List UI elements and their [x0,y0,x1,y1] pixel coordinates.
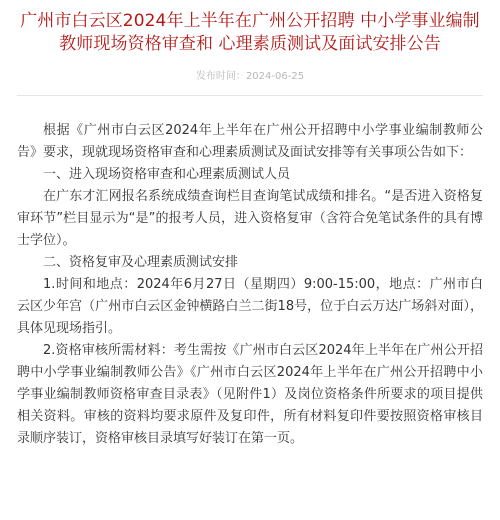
body-paragraph-3: 2.资格审核所需材料：考生需按《广州市白云区2024年上半年在广州公开招聘中小学事业编制教师公告》《广州市白云区2024年上半年在广州公开招聘中小学事业编制教师资格审查目录表》（见附件1）及岗位资格条件所要求的项目提供相关资料。审核的资料均要求原件及复印件，所有材料复印件要按照资格审核目录顺序装订，资格审核目录填写好装订在第一页。 [17,343,483,446]
body-paragraph-1: 在广东才汇网报名系统成绩查询栏目查询笔试成绩和排名。“是否进入资格复审环节”栏目显示为“是”的报考人员，进入资格复审（含符合免笔试条件的具有博士学位）。 [17,189,483,248]
intro-paragraph: 根据《广州市白云区2024年上半年在广州公开招聘中小学事业编制教师公告》要求，现就现场资格审查和心理素质测试及面试安排等有关事项公告如下： [17,123,483,160]
title-divider [17,95,483,96]
article-body [17,108,483,450]
publish-date: 2024-06-25 [245,71,305,82]
publish-meta [17,70,483,84]
body-paragraph-2: 1.时间和地点：2024年6月27日（星期四）9:00-15:00，地点：广州市白云区少年宫（广州市白云区金钟横路白兰二街18号，位于白云万达广场斜对面），具体见现场指引。 [17,277,483,336]
section-heading-1: 一、进入现场资格审查和心理素质测试人员 [43,167,291,182]
publish-label: 发布时间： [195,71,246,82]
body-top-spacer [17,108,483,120]
section-heading-2: 二、资格复审及心理素质测试安排 [43,255,239,270]
article-title: 广州市白云区2024年上半年在广州公开招聘 中小学事业编制教师现场资格审查和 心理素质测试及面试安排公告 [20,11,480,54]
